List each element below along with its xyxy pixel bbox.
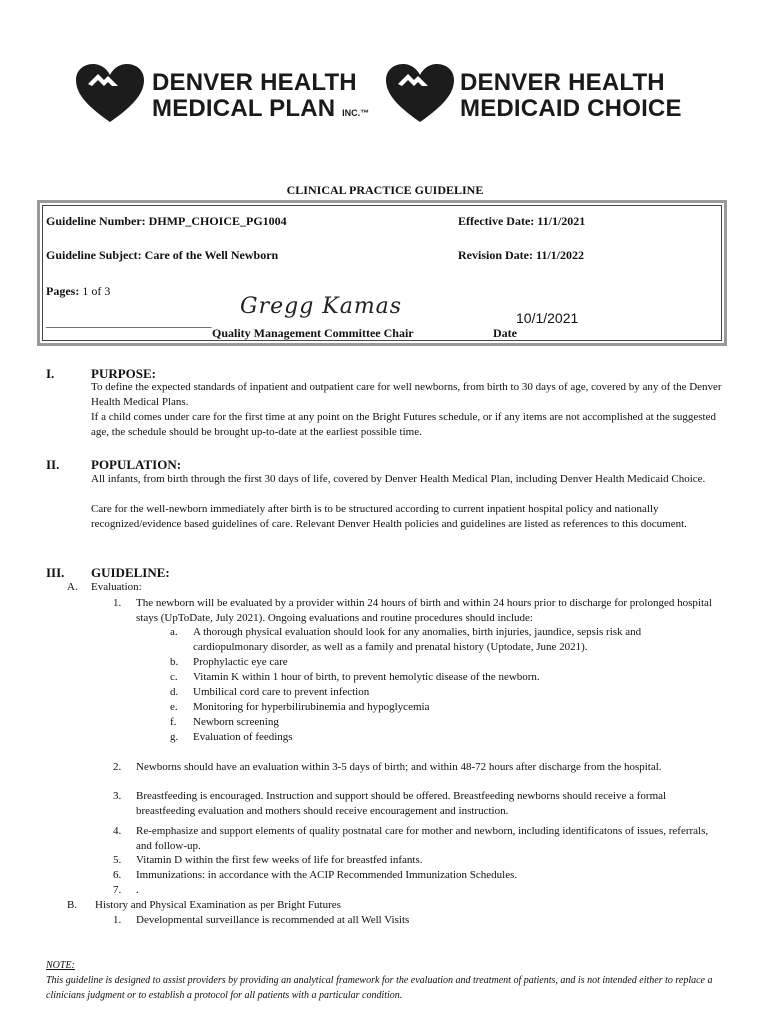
- list-item: The newborn will be evaluated by a provider within 24 hours of birth and within 24 hours prior to discharge for prolonged hospital stays (UpToDate, July 2021). Ongoing evaluations and routine procedures should include:: [136, 597, 712, 624]
- item-number: 3.: [113, 790, 122, 802]
- subsection-letter: A.: [67, 581, 78, 593]
- dhmc-logo: [384, 62, 714, 124]
- heart-mountain-icon: [384, 62, 456, 124]
- footer-note: [46, 958, 736, 1003]
- subsection-letter: B.: [67, 899, 78, 911]
- item-number: 1.: [113, 597, 122, 609]
- subsection-title-evaluation: Evaluation:: [91, 581, 142, 593]
- signer-title: Quality Management Committee Chair: [212, 326, 414, 340]
- sub-list-item: Monitoring for hyperbilirubinemia and hypoglycemia: [193, 701, 430, 713]
- list-item: Developmental surveillance is recommended at all Well Visits: [136, 914, 410, 926]
- sub-list-item: Umbilical cord care to prevent infection: [193, 686, 370, 698]
- sub-list-item: Vitamin K within 1 hour of birth, to prevent hemolytic disease of the newborn.: [193, 671, 540, 683]
- date-label: Date: [493, 326, 517, 340]
- pages-label: Pages:: [46, 284, 80, 298]
- section-title-population: POPULATION:: [91, 457, 182, 472]
- sub-list-item: Prophylactic eye care: [193, 656, 288, 668]
- list-item: Newborns should have an evaluation within 3-5 days of birth; and within 48-72 hours after discharge from the hospital.: [136, 761, 662, 773]
- population-paragraph-1: All infants, from birth through the first 30 days of life, covered by Denver Health Medical Plan, including Denver Health Medicaid Choice.: [91, 473, 706, 485]
- logo-left-line1: DENVER HEALTH: [152, 69, 357, 96]
- list-item: Breastfeeding is encouraged. Instruction and support should be offered. Breastfeeding newborns should receive a formal breastfeeding evaluation and mothers should receive encouragement and instruction.: [136, 790, 667, 817]
- section-number: III.: [46, 565, 65, 580]
- section-number: I.: [46, 366, 55, 381]
- dhmp-logo: [74, 62, 384, 124]
- logo-left-line2: MEDICAL PLAN: [152, 95, 336, 122]
- note-text: This guideline is designed to assist providers by providing an analytical framework for the evaluation and treatment of patients, and is not intended either to replace a clinicians judgment or to establish a protocol for all patients with a particular condition.: [46, 975, 713, 1001]
- section-number: II.: [46, 457, 60, 472]
- section-title-guideline: GUIDELINE:: [91, 565, 170, 580]
- logo-right-line2: MEDICAID CHOICE: [460, 95, 682, 122]
- sub-list-item: A thorough physical evaluation should look for any anomalies, birth injuries, jaundice, sepsis risk and cardiopulmonary disorder, as well as a family and prenatal history (Uptodate, June 2021).: [193, 626, 642, 653]
- subitem-letter: g.: [170, 731, 179, 743]
- heart-mountain-icon: [74, 62, 146, 124]
- section-title-purpose: PURPOSE:: [91, 366, 156, 381]
- signature-date: 10/1/2021: [516, 310, 579, 326]
- logo-left-suffix: INC.™: [342, 108, 370, 118]
- purpose-paragraph-1: To define the expected standards of inpatient and outpatient care for well newborns, from birth to 30 days of age, covered by any of the Denver Health Medical Plans.: [91, 381, 722, 408]
- item-number: 1.: [113, 914, 122, 926]
- list-item: .: [136, 884, 139, 896]
- logo-right-line1: DENVER HEALTH: [460, 69, 665, 96]
- subitem-letter: c.: [170, 671, 178, 683]
- document-title: CLINICAL PRACTICE GUIDELINE: [286, 183, 484, 197]
- list-item: Re-emphasize and support elements of quality postnatal care for mother and newborn, including identificatons of issues, referrals, and follow-up.: [136, 825, 709, 852]
- note-label: NOTE:: [46, 960, 75, 971]
- population-paragraph-2: Care for the well-newborn immediately after birth is to be structured according to current inpatient hospital policy and nationally recognized/evidence based guidelines of care. Relevant Denver Health policies and guidelines are listed as references to this document.: [91, 503, 687, 530]
- purpose-paragraph-2: If a child comes under care for the first time at any point on the Bright Futures schedule, or if any items are not accomplished at the suggested age, the schedule should be brought up-to-date at the earliest possible time.: [91, 411, 716, 438]
- signature-line: ______________________________: [46, 315, 211, 329]
- guideline-subject: Guideline Subject: Care of the Well Newborn: [46, 248, 279, 262]
- header-logos: [74, 62, 714, 124]
- list-item: Vitamin D within the first few weeks of life for breastfed infants.: [136, 854, 423, 866]
- effective-date: Effective Date: 11/1/2021: [458, 214, 586, 228]
- subsection-title-history: History and Physical Examination as per Bright Futures: [95, 899, 341, 911]
- sub-list-item: Evaluation of feedings: [193, 731, 293, 743]
- subitem-letter: b.: [170, 656, 179, 668]
- pages-info: [46, 284, 110, 299]
- guideline-number: Guideline Number: DHMP_CHOICE_PG1004: [46, 214, 287, 228]
- item-number: 2.: [113, 761, 122, 773]
- sub-list-item: Newborn screening: [193, 716, 279, 728]
- subitem-letter: d.: [170, 686, 179, 698]
- list-item: Immunizations: in accordance with the ACIP Recommended Immunization Schedules.: [136, 869, 518, 881]
- item-number: 6.: [113, 869, 122, 881]
- subitem-letter: a.: [170, 626, 178, 638]
- item-number: 5.: [113, 854, 122, 866]
- signature: Gregg Kamas: [240, 294, 403, 319]
- pages-value: 1 of 3: [79, 284, 111, 298]
- item-number: 4.: [113, 825, 122, 837]
- revision-date: Revision Date: 11/1/2022: [458, 248, 584, 262]
- subitem-letter: f.: [170, 716, 177, 728]
- subitem-letter: e.: [170, 701, 178, 713]
- item-number: 7.: [113, 884, 122, 896]
